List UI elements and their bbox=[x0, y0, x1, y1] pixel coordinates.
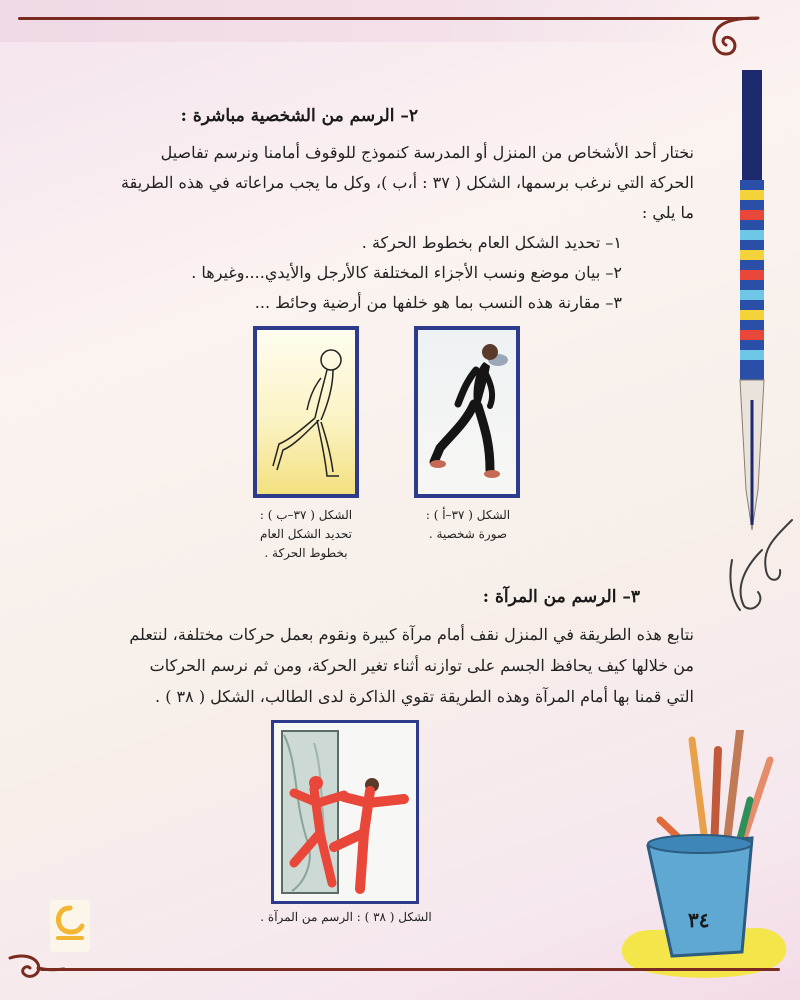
section3-paragraph-line: من خلالها كيف يحافظ الجسم على توازنه أثناء تغير الحركة، ومن ثم نرسم الحركات bbox=[149, 656, 694, 675]
figure-37b-sketch bbox=[253, 326, 359, 498]
bottom-rule bbox=[40, 968, 780, 971]
top-curl-ornament-icon bbox=[680, 14, 760, 64]
pencil-cup-icon bbox=[600, 730, 800, 980]
section2-paragraph-line: ما يلي : bbox=[641, 203, 694, 222]
figure-38-caption: الشكل ( ٣٨ ) : الرسم من المرآة . bbox=[260, 910, 432, 924]
section3-paragraph-line: نتابع هذه الطريقة في المنزل نقف أمام مرآة كبيرة ونقوم بعمل حركات مختلفة، لنتعلم bbox=[129, 625, 694, 644]
list-item: ١– تحديد الشكل العام بخطوط الحركة . bbox=[361, 233, 622, 252]
top-decorative-band bbox=[0, 0, 720, 42]
figure-37a-caption-line: الشكل ( ٣٧–أ ) : bbox=[425, 508, 511, 522]
section3-heading: ٣– الرسم من المرآة : bbox=[482, 587, 640, 607]
figure-37a-caption bbox=[398, 506, 538, 544]
section2-heading: ٢– الرسم من الشخصية مباشرة : bbox=[180, 106, 418, 126]
section2-paragraph-line: الحركة التي نرغب برسمها، الشكل ( ٣٧ : أ،ب )، وكل ما يجب مراعاته في هذه الطريقة bbox=[121, 173, 694, 192]
list-item: ٢– بيان موضع ونسب الأجزاء المختلفة كالأرجل والأيدي....وغيرها . bbox=[191, 263, 622, 282]
publisher-logo-icon bbox=[48, 898, 92, 954]
top-rule bbox=[18, 17, 758, 20]
figure-37b-caption bbox=[236, 506, 376, 563]
figure-37b-caption-line: الشكل ( ٣٧–ب ) : bbox=[259, 508, 353, 522]
page-number: ٣٤ bbox=[688, 908, 710, 932]
figure-37a-caption-line: صورة شخصية . bbox=[428, 527, 508, 541]
list-item: ٣– مقارنة هذه النسب بما هو خلفها من أرضية وحائط ... bbox=[254, 293, 622, 312]
pen-icon bbox=[728, 70, 778, 540]
section3-paragraph-line: التي قمنا بها أمام المرآة وهذه الطريقة تقوي الذاكرة لدى الطالب، الشكل ( ٣٨ ) . bbox=[155, 687, 694, 706]
gesture-lines-figure-icon bbox=[257, 330, 355, 494]
mirror-figures-icon bbox=[274, 723, 416, 901]
section2-paragraph-line: نختار أحد الأشخاص من المنزل أو المدرسة كنموذج للوقوف أمامنا ونرسم تفاصيل bbox=[160, 143, 694, 162]
running-person-photo-icon bbox=[418, 330, 516, 494]
figure-38-mirror bbox=[271, 720, 419, 904]
figure-37a-photo bbox=[414, 326, 520, 498]
figure-37b-caption-line: بخطوط الحركة . bbox=[264, 546, 348, 560]
scribble-ornament-icon bbox=[722, 510, 798, 620]
bottom-curl-ornament-icon bbox=[6, 948, 66, 988]
figure-37b-caption-line: تحديد الشكل العام bbox=[260, 527, 352, 541]
